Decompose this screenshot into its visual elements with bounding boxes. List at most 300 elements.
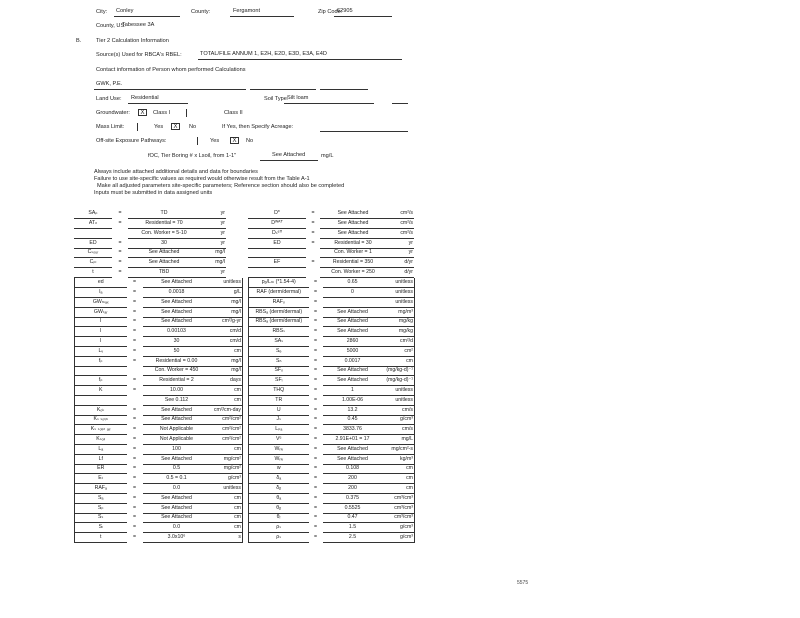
parameter-row bbox=[249, 298, 415, 308]
foc-label: fOC, Tier Boring # x Lsoil, from 1-1" bbox=[148, 153, 237, 159]
parameter-symbol bbox=[248, 248, 306, 258]
parameter-symbol: Vᵉ bbox=[249, 435, 309, 445]
parameter-symbol: I bbox=[75, 337, 127, 347]
parameter-unit: cm³/cm³ bbox=[383, 503, 415, 513]
equals-sign: = bbox=[313, 279, 318, 286]
parameter-unit: unitless bbox=[211, 484, 243, 494]
parameter-value: Residential = 350 bbox=[320, 258, 386, 268]
equals-sign: = bbox=[132, 445, 137, 452]
parameter-row bbox=[249, 415, 415, 425]
zip-value: 62905 bbox=[337, 8, 353, 14]
parameter-value: 0.65 bbox=[323, 278, 383, 288]
parameter-symbol: ed bbox=[75, 278, 127, 288]
class2-label: Class II bbox=[224, 110, 243, 116]
parameter-value: 1.5 bbox=[323, 523, 383, 533]
parameter-row bbox=[249, 356, 415, 366]
equals-sign: = bbox=[313, 475, 318, 482]
parameter-row bbox=[75, 307, 243, 317]
parameter-unit: cm²/g-yr bbox=[211, 317, 243, 327]
equals-sign: = bbox=[313, 445, 318, 452]
equals-sign: = bbox=[132, 534, 137, 541]
equals-sign: = bbox=[313, 318, 318, 325]
parameter-value: Con. Worker = 250 bbox=[320, 268, 386, 278]
class2-checkbox[interactable] bbox=[186, 109, 187, 117]
parameter-value: See Attached bbox=[143, 454, 211, 464]
parameter-symbol: SAₛ bbox=[249, 337, 309, 347]
left-parameter-table-main bbox=[74, 278, 243, 543]
equals-sign: = bbox=[313, 367, 318, 374]
parameter-row bbox=[74, 258, 226, 268]
parameter-symbol bbox=[248, 268, 306, 278]
zip-label: Zip Code: bbox=[318, 9, 343, 15]
parameter-symbol: Lₚₐ bbox=[249, 425, 309, 435]
parameter-symbol: Sₐ bbox=[75, 494, 127, 504]
parameter-symbol: Sₚ bbox=[75, 503, 127, 513]
parameter-unit: cm²/cm² bbox=[211, 435, 243, 445]
parameter-unit: unitless bbox=[383, 396, 415, 406]
equals-sign: = bbox=[132, 494, 137, 501]
parameter-value: See Attached bbox=[143, 513, 211, 523]
parameter-symbol: SFₒ bbox=[249, 366, 309, 376]
parameter-unit: yr bbox=[200, 268, 226, 278]
foc-unit: mg/L bbox=[321, 153, 334, 159]
parameter-unit: cm bbox=[211, 347, 243, 357]
parameter-row bbox=[75, 415, 243, 425]
equals-sign: = bbox=[313, 377, 318, 384]
contact-note: Contact information of Person whom performed Calculations bbox=[96, 67, 246, 73]
equals-sign: = bbox=[313, 387, 318, 394]
note-3: Make all adjusted parameters site-specific parameters; Reference section should also be completed bbox=[97, 183, 345, 189]
parameter-value: 0 bbox=[323, 288, 383, 298]
equals-sign: = bbox=[118, 259, 122, 266]
parameter-unit: cm/d bbox=[211, 337, 243, 347]
city-label: City: bbox=[96, 9, 108, 15]
parameter-value: Con. Worker = 1 bbox=[320, 248, 386, 258]
parameter-symbol: θᵣ bbox=[249, 513, 309, 523]
parameter-symbol: Lf bbox=[75, 454, 127, 464]
equals-sign: = bbox=[132, 406, 137, 413]
county-underline bbox=[230, 16, 294, 17]
parameter-unit: d/yr bbox=[386, 268, 414, 278]
parameter-symbol: fₚ bbox=[75, 356, 127, 366]
parameter-row bbox=[75, 366, 243, 376]
parameter-unit: cm bbox=[211, 445, 243, 455]
equals-sign: = bbox=[132, 289, 137, 296]
parameter-symbol: δᵦ bbox=[249, 484, 309, 494]
parameter-row bbox=[249, 386, 415, 396]
city-value: Conley bbox=[116, 8, 134, 14]
parameter-row bbox=[248, 229, 414, 239]
parameter-value: See Attached bbox=[143, 298, 211, 308]
parameter-row bbox=[249, 533, 415, 543]
parameter-symbol: θᵦ bbox=[249, 503, 309, 513]
parameter-value: TD bbox=[128, 209, 200, 219]
parameter-row bbox=[75, 435, 243, 445]
parameter-row bbox=[248, 268, 414, 278]
contact-underline-2 bbox=[250, 89, 316, 90]
parameter-unit: unitless bbox=[383, 386, 415, 396]
offsite-no-label: No bbox=[246, 138, 254, 144]
parameter-unit: cm²/cm-day bbox=[211, 405, 243, 415]
parameter-value: 0.5 = 0.1 bbox=[143, 474, 211, 484]
parameter-value: 0.5 bbox=[143, 464, 211, 474]
parameter-symbol: ρₛ bbox=[249, 533, 309, 543]
parameter-row bbox=[249, 396, 415, 406]
parameter-row bbox=[74, 268, 226, 278]
parameter-value: 0.375 bbox=[323, 494, 383, 504]
parameter-row bbox=[249, 484, 415, 494]
parameter-symbol bbox=[75, 396, 127, 406]
parameter-unit: mg/kg bbox=[383, 327, 415, 337]
equals-sign bbox=[306, 248, 320, 258]
offsite-no-checkbox[interactable]: X bbox=[230, 137, 239, 144]
parameter-unit: cm² bbox=[383, 347, 415, 357]
parameter-row bbox=[75, 484, 243, 494]
parameter-value: See Attached bbox=[143, 278, 211, 288]
equals-sign: = bbox=[313, 494, 318, 501]
parameter-row bbox=[75, 533, 243, 543]
parameter-unit: cm bbox=[211, 523, 243, 533]
equals-sign: = bbox=[313, 534, 318, 541]
parameter-row bbox=[75, 464, 243, 474]
parameter-unit: yr bbox=[386, 238, 414, 248]
land-use-value: Residential bbox=[131, 95, 159, 101]
equals-sign: = bbox=[311, 259, 315, 266]
equals-sign: = bbox=[313, 298, 318, 305]
parameter-symbol: Jₛ bbox=[249, 415, 309, 425]
parameter-unit: mg/cm² bbox=[211, 454, 243, 464]
parameter-value: See Attached bbox=[143, 494, 211, 504]
parameter-unit: g/cm³ bbox=[211, 474, 243, 484]
parameter-symbol: THQ bbox=[249, 386, 309, 396]
offsite-yes-checkbox[interactable] bbox=[197, 137, 198, 145]
parameter-unit: d/yr bbox=[386, 258, 414, 268]
parameter-unit: mg/cm²-s bbox=[383, 445, 415, 455]
acreage-underline bbox=[320, 131, 408, 132]
parameter-symbol: SAₚ bbox=[74, 209, 112, 219]
equals-sign: = bbox=[132, 298, 137, 305]
contact-value: GWK, P.E. bbox=[96, 81, 123, 87]
parameter-symbol: I bbox=[75, 317, 127, 327]
parameter-row bbox=[249, 474, 415, 484]
parameter-value: See Attached bbox=[143, 415, 211, 425]
equals-sign: = bbox=[313, 504, 318, 511]
parameter-unit: cm/d bbox=[211, 327, 243, 337]
equals-sign: = bbox=[132, 338, 137, 345]
parameter-symbol: t bbox=[74, 268, 112, 278]
parameter-row bbox=[74, 229, 226, 239]
parameter-value: 0.108 bbox=[323, 464, 383, 474]
parameter-symbol: Kₛ ₛₒₗᵢₙ bbox=[75, 415, 127, 425]
parameter-symbol: Kₒₖ bbox=[75, 405, 127, 415]
parameter-symbol: Wᵣᵢᵥ bbox=[249, 454, 309, 464]
parameter-symbol: Sₛ bbox=[75, 513, 127, 523]
parameter-row bbox=[249, 464, 415, 474]
parameter-unit: cm²/d bbox=[383, 337, 415, 347]
parameter-row bbox=[75, 445, 243, 455]
soil-type-underline-2 bbox=[392, 103, 408, 104]
parameter-row bbox=[75, 317, 243, 327]
parameter-symbol: I bbox=[75, 327, 127, 337]
equals-sign: = bbox=[132, 514, 137, 521]
parameter-unit: cm bbox=[383, 484, 415, 494]
zip-underline bbox=[334, 16, 392, 17]
mass-no-label: No bbox=[189, 124, 197, 130]
parameter-row bbox=[75, 356, 243, 366]
parameter-row bbox=[249, 317, 415, 327]
parameter-unit: mg/l bbox=[211, 356, 243, 366]
equals-sign: = bbox=[313, 289, 318, 296]
county2-label: County, US: bbox=[96, 23, 126, 29]
equals-sign: = bbox=[132, 426, 137, 433]
parameter-row bbox=[249, 288, 415, 298]
equals-sign: = bbox=[132, 504, 137, 511]
parameter-unit: cm²/s bbox=[386, 219, 414, 229]
parameter-row bbox=[248, 238, 414, 248]
equals-sign: = bbox=[132, 485, 137, 492]
parameter-row bbox=[75, 513, 243, 523]
equals-sign: = bbox=[132, 416, 137, 423]
parameter-row bbox=[249, 513, 415, 523]
equals-sign: = bbox=[132, 465, 137, 472]
equals-sign: = bbox=[313, 465, 318, 472]
parameter-value: Residential = 70 bbox=[128, 219, 200, 229]
parameter-value: See Attached bbox=[128, 258, 200, 268]
mass-yes-label: Yes bbox=[154, 124, 164, 130]
parameter-value: See Attached bbox=[143, 317, 211, 327]
parameter-unit: yr bbox=[200, 238, 226, 248]
note-4: Inputs must be submitted in data assigned units bbox=[94, 190, 213, 196]
parameter-value: 10.00 bbox=[143, 386, 211, 396]
parameter-unit: cm²/s bbox=[386, 229, 414, 239]
parameter-unit: cm²/cm² bbox=[211, 415, 243, 425]
parameter-unit: mg/cm² bbox=[211, 464, 243, 474]
parameter-row bbox=[249, 376, 415, 386]
parameter-unit: g/cm³ bbox=[383, 415, 415, 425]
equals-sign: = bbox=[313, 436, 318, 443]
parameter-symbol: Lₐ bbox=[75, 445, 127, 455]
parameter-value: 50 bbox=[143, 347, 211, 357]
parameter-value: 0.5525 bbox=[323, 503, 383, 513]
parameter-symbol: Cₛₒᵤᵣ bbox=[74, 248, 112, 258]
right-parameter-table-main bbox=[248, 278, 415, 543]
parameter-row bbox=[249, 523, 415, 533]
source-value: TOTAL/FILE ANNUM 1, E2H, E2D, E3D, E3A, E4D bbox=[200, 51, 327, 57]
parameter-symbol: RAFₐ bbox=[75, 484, 127, 494]
parameter-unit: g/L bbox=[211, 288, 243, 298]
parameter-row bbox=[249, 445, 415, 455]
parameter-symbol: ATₙ bbox=[74, 219, 112, 229]
parameter-symbol: SFᵢ bbox=[249, 376, 309, 386]
equals-sign: = bbox=[132, 308, 137, 315]
parameter-symbol: δₐ bbox=[249, 474, 309, 484]
note-2: Failure to use site-specific values as required would otherwise result from the Table A-1 bbox=[94, 176, 310, 182]
parameter-value: 0.45 bbox=[323, 415, 383, 425]
parameter-row bbox=[249, 278, 415, 288]
parameter-symbol: ED bbox=[74, 238, 112, 248]
equals-sign: = bbox=[132, 347, 137, 354]
parameter-row bbox=[75, 386, 243, 396]
parameter-symbol: RBSₐ (derm/dermal) bbox=[249, 307, 309, 317]
parameter-unit: yr bbox=[200, 209, 226, 219]
parameter-symbol: GWₘₐₓ bbox=[75, 298, 127, 308]
parameter-value: 13.2 bbox=[323, 405, 383, 415]
equals-sign: = bbox=[313, 416, 318, 423]
parameter-value: See Attached bbox=[323, 454, 383, 464]
parameter-row bbox=[75, 454, 243, 464]
equals-sign: = bbox=[313, 455, 318, 462]
parameter-value: 0.0018 bbox=[143, 288, 211, 298]
parameter-value: 1 bbox=[323, 386, 383, 396]
parameter-row bbox=[75, 425, 243, 435]
mass-no-checkbox[interactable]: X bbox=[171, 123, 180, 130]
parameter-value: 2860 bbox=[323, 337, 383, 347]
parameter-unit: yr bbox=[386, 248, 414, 258]
parameter-value: See Attached bbox=[323, 327, 383, 337]
note-1: Always include attached additional details and data for boundaries bbox=[94, 169, 258, 175]
parameter-unit: cm³/cm³ bbox=[383, 494, 415, 504]
left-parameter-table-top bbox=[74, 209, 226, 278]
parameter-value: Con. Worker = 5-10 bbox=[128, 229, 200, 239]
parameter-unit: s bbox=[211, 533, 243, 543]
parameter-value: Not Applicable bbox=[143, 435, 211, 445]
soil-type-label: Soil Type: bbox=[264, 96, 289, 102]
parameter-value: 2.5 bbox=[323, 533, 383, 543]
parameter-value bbox=[323, 298, 383, 308]
parameter-value: 30 bbox=[143, 337, 211, 347]
offsite-yes-label: Yes bbox=[210, 138, 220, 144]
soil-type-value: Silt loam bbox=[287, 95, 309, 101]
equals-sign: = bbox=[313, 514, 318, 521]
parameter-value: Not Applicable bbox=[143, 425, 211, 435]
parameter-unit: cm²/cm² bbox=[211, 425, 243, 435]
equals-sign: = bbox=[313, 485, 318, 492]
class1-label: Class I bbox=[153, 110, 171, 116]
foc-underline bbox=[260, 160, 318, 161]
parameter-symbol bbox=[74, 229, 112, 239]
contact-underline-1 bbox=[94, 89, 246, 90]
parameter-unit: (mg/kg-d)⁻¹ bbox=[383, 366, 415, 376]
parameter-value: See Attached bbox=[320, 229, 386, 239]
parameter-row bbox=[75, 278, 243, 288]
parameter-symbol: Eₜ bbox=[75, 474, 127, 484]
parameter-symbol: Wᵣᵢᵥ bbox=[249, 445, 309, 455]
parameter-symbol: Kₛ ₛₒₗᵢₙ ₐᵢᵣ bbox=[75, 425, 127, 435]
parameter-row bbox=[75, 503, 243, 513]
parameter-row bbox=[74, 209, 226, 219]
parameter-row bbox=[249, 503, 415, 513]
equals-sign: = bbox=[132, 328, 137, 335]
parameter-value: See 0.112 bbox=[143, 396, 211, 406]
parameter-row bbox=[75, 474, 243, 484]
parameter-symbol: Sₙ bbox=[249, 356, 309, 366]
parameter-row bbox=[75, 298, 243, 308]
parameter-value: 0.47 bbox=[323, 513, 383, 523]
equals-sign: = bbox=[313, 308, 318, 315]
equals-sign: = bbox=[118, 239, 122, 246]
parameter-unit: cm bbox=[383, 356, 415, 366]
parameter-symbol: Lᵥ bbox=[75, 347, 127, 357]
parameter-unit: cm bbox=[383, 464, 415, 474]
parameter-unit: cm bbox=[211, 386, 243, 396]
mass-limit-label: Mass Limit: bbox=[96, 124, 125, 130]
parameter-row bbox=[74, 238, 226, 248]
land-use-underline bbox=[128, 103, 188, 104]
source-underline bbox=[198, 59, 402, 60]
parameter-value: 3.0x10⁶ bbox=[143, 533, 211, 543]
parameter-value: See Attached bbox=[320, 209, 386, 219]
parameter-symbol: θₐ bbox=[249, 494, 309, 504]
parameter-unit: cm bbox=[211, 396, 243, 406]
equals-sign: = bbox=[132, 387, 137, 394]
parameter-unit: cm bbox=[383, 474, 415, 484]
page-stamp: 5575 bbox=[517, 580, 529, 586]
parameter-unit: (mg/kg-d)⁻¹ bbox=[383, 376, 415, 386]
parameter-row bbox=[249, 337, 415, 347]
parameter-unit: cm³/cm³ bbox=[383, 513, 415, 523]
parameter-row bbox=[75, 405, 243, 415]
parameter-symbol: TR bbox=[249, 396, 309, 406]
county-value: Fergamont bbox=[233, 8, 261, 14]
parameter-value: See Attached bbox=[323, 317, 383, 327]
equals-sign: = bbox=[313, 338, 318, 345]
section-letter: B. bbox=[76, 38, 82, 44]
parameter-row bbox=[75, 494, 243, 504]
parameter-unit: mg/m³ bbox=[383, 307, 415, 317]
parameter-symbol: Cₚₗ bbox=[74, 258, 112, 268]
contact-underline-3 bbox=[320, 89, 368, 90]
equals-sign: = bbox=[118, 249, 122, 256]
parameter-unit: cm bbox=[211, 494, 243, 504]
right-parameter-table-top bbox=[248, 209, 414, 278]
parameter-row bbox=[249, 347, 415, 357]
parameter-row bbox=[249, 435, 415, 445]
parameter-row bbox=[248, 248, 414, 258]
parameter-unit: days bbox=[211, 376, 243, 386]
parameter-symbol: Iₐ bbox=[75, 288, 127, 298]
equals-sign: = bbox=[311, 239, 315, 246]
parameter-value: See Attached bbox=[143, 307, 211, 317]
equals-sign: = bbox=[313, 328, 318, 335]
parameter-symbol: Dₛᵉᶠᶠ bbox=[248, 229, 306, 239]
parameter-symbol: RBSₐ (derm/dermal) bbox=[249, 317, 309, 327]
parameter-value: See Attached bbox=[323, 445, 383, 455]
parameter-unit: mg/L bbox=[383, 435, 415, 445]
equals-sign: = bbox=[313, 406, 318, 413]
parameter-unit: cm/s bbox=[383, 425, 415, 435]
parameter-unit: mg/l bbox=[211, 298, 243, 308]
parameter-symbol: EF bbox=[248, 258, 306, 268]
class1-checkbox[interactable]: X bbox=[138, 109, 147, 116]
parameter-row bbox=[75, 337, 243, 347]
parameter-symbol: Dᵂᴬᵀ bbox=[248, 219, 306, 229]
parameter-value: See Attached bbox=[143, 503, 211, 513]
mass-yes-checkbox[interactable] bbox=[137, 123, 138, 131]
parameter-value: See Attached bbox=[323, 307, 383, 317]
equals-sign bbox=[127, 366, 143, 376]
parameter-value: 0.0017 bbox=[323, 356, 383, 366]
parameter-row bbox=[249, 454, 415, 464]
city-underline bbox=[114, 16, 180, 17]
parameter-value: 1.00E-06 bbox=[323, 396, 383, 406]
parameter-symbol: t bbox=[75, 533, 127, 543]
source-label: Source(s) Used for RBCA's RBEL: bbox=[96, 52, 182, 58]
parameter-value: 5000 bbox=[323, 347, 383, 357]
parameter-value: 3833.76 bbox=[323, 425, 383, 435]
parameter-value: Con. Worker = 450 bbox=[143, 366, 211, 376]
parameter-row bbox=[75, 347, 243, 357]
equals-sign: = bbox=[132, 475, 137, 482]
